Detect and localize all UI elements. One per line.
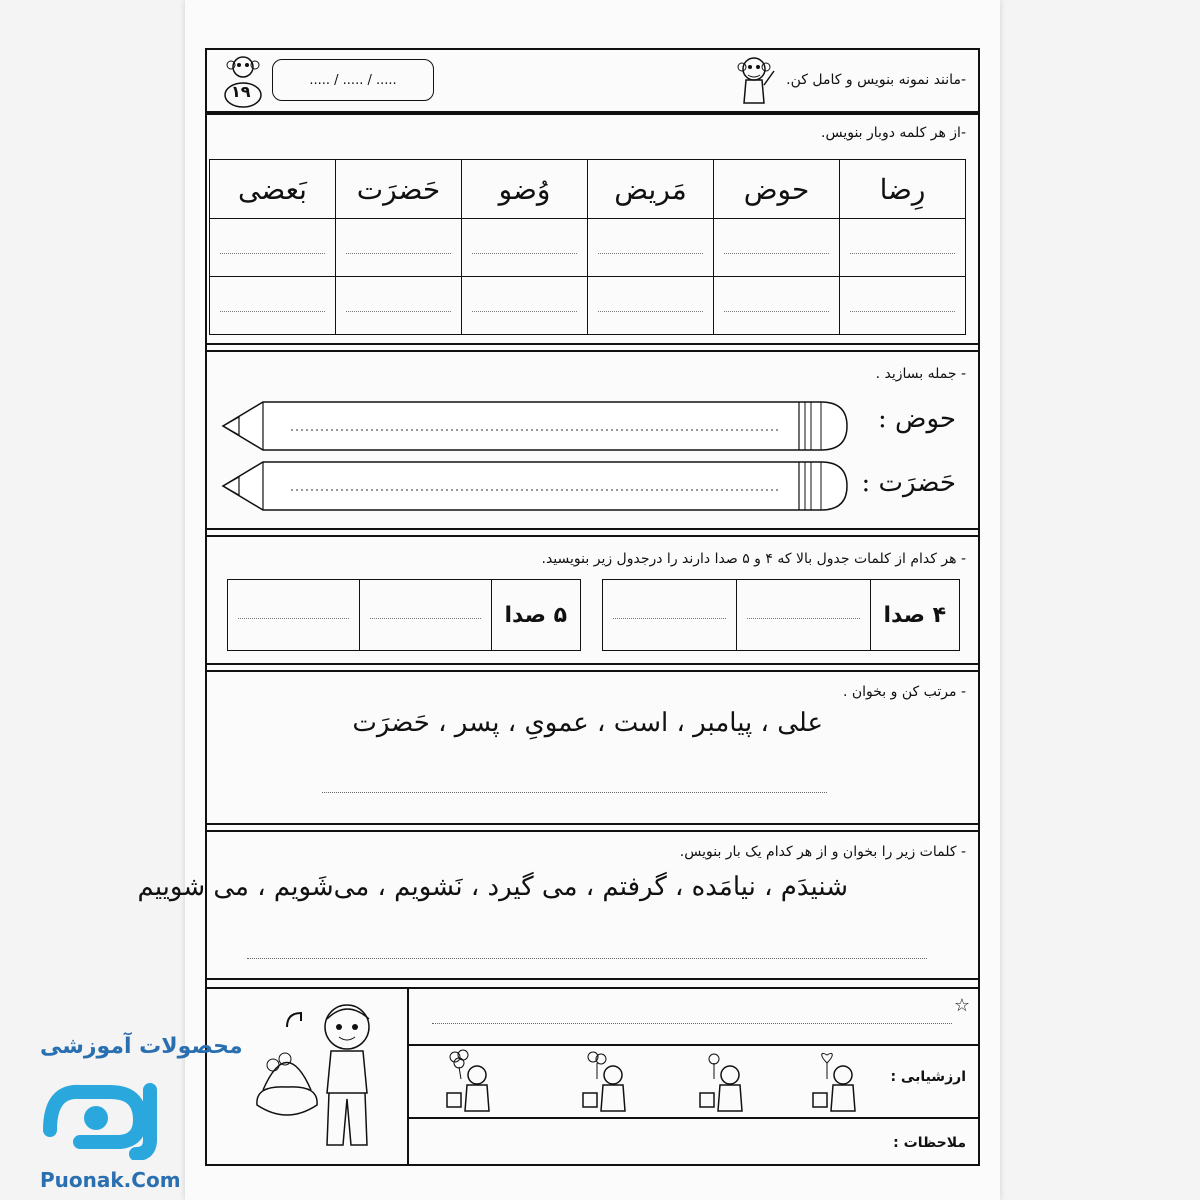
brand-site: Puonak.Com	[40, 1168, 181, 1192]
section5-instruction: - کلمات زیر را بخوان و از هر کدام یک بار بنویس.	[679, 844, 966, 860]
section-sound-count	[205, 535, 980, 665]
section4-instruction: - مرتب کن و بخوان .	[842, 684, 966, 700]
evaluation-girl-icon[interactable]	[439, 1049, 499, 1113]
section3-instruction: - هر کدام از کلمات جدول بالا که ۴ و ۵ صدا دارند را درجدول زیر بنویسید.	[541, 551, 966, 567]
sentence-word-label: حوض :	[878, 404, 956, 434]
answer-line[interactable]	[322, 792, 827, 793]
page-number: ۱۹	[231, 82, 251, 101]
section-arrange-words	[205, 670, 980, 825]
writing-cell[interactable]	[359, 580, 490, 650]
writing-cell[interactable]	[714, 219, 840, 277]
pencil-writing-line[interactable]	[221, 460, 851, 512]
evaluation-label: ارزشیابی :	[890, 1069, 966, 1085]
comment-line[interactable]	[432, 1023, 952, 1024]
five-sounds-label: ۵ صدا	[491, 580, 581, 650]
writing-cell[interactable]	[714, 277, 840, 335]
boy-washing-hands-illustration	[227, 995, 397, 1161]
footer-section	[205, 987, 980, 1166]
brand-tagline: محصولات آموزشی	[40, 1034, 243, 1059]
puonak-logo-icon	[40, 1070, 180, 1160]
writing-cell[interactable]	[462, 277, 588, 335]
notes-label: ملاحظات :	[893, 1135, 966, 1151]
word-cell: رِضا	[840, 160, 966, 219]
section-make-sentence	[205, 350, 980, 530]
section1-instruction: -از هر کلمه دوبار بنویس.	[821, 125, 966, 141]
writing-cell[interactable]	[210, 277, 336, 335]
date-field[interactable]: ..... / ..... / .....	[272, 59, 434, 101]
word-cell: مَریض	[588, 160, 714, 219]
sentence-word-label: حَضرَت :	[861, 468, 956, 498]
header-instruction: -مانند نمونه بنویس و کامل کن.	[786, 72, 966, 88]
writing-cell[interactable]	[336, 277, 462, 335]
writing-cell[interactable]	[588, 219, 714, 277]
star-icon: ☆	[953, 995, 970, 1016]
writing-cell[interactable]	[736, 580, 869, 650]
writing-cell[interactable]	[603, 580, 736, 650]
evaluation-girl-icon[interactable]	[805, 1049, 865, 1113]
writing-cell[interactable]	[840, 277, 966, 335]
writing-cell[interactable]	[210, 219, 336, 277]
writing-cell[interactable]	[462, 219, 588, 277]
writing-cell[interactable]	[336, 219, 462, 277]
evaluation-girl-icon[interactable]	[692, 1049, 752, 1113]
writing-cell[interactable]	[588, 277, 714, 335]
four-sounds-label: ۴ صدا	[870, 580, 960, 650]
header-section	[205, 48, 980, 113]
word-cell: بَعضی	[210, 160, 336, 219]
writing-cell[interactable]	[840, 219, 966, 277]
word-cell: حَضرَت	[336, 160, 462, 219]
word-cell: وُضو	[462, 160, 588, 219]
four-sounds-row	[602, 579, 960, 651]
section2-instruction: - جمله بسازید .	[875, 366, 966, 382]
answer-line[interactable]	[247, 958, 927, 959]
words-table	[209, 159, 966, 335]
evaluation-girl-icon[interactable]	[575, 1049, 635, 1113]
pencil-writing-line[interactable]	[221, 400, 851, 452]
writing-cell[interactable]	[228, 580, 359, 650]
word-list: شنیدَم ، نیامَده ، گرفتم ، می گیرد ، نَشویم ، می‌شَویم ، می شوییم	[137, 872, 848, 902]
section-read-write	[137, 830, 980, 980]
section-write-twice	[205, 113, 980, 345]
monkey-mascot-icon	[730, 53, 778, 111]
word-cell: حوض	[714, 160, 840, 219]
five-sounds-row	[227, 579, 581, 651]
scrambled-words: علی ، پیامبر ، است ، عمویِ ، پسر ، حَضرَت	[352, 708, 823, 738]
